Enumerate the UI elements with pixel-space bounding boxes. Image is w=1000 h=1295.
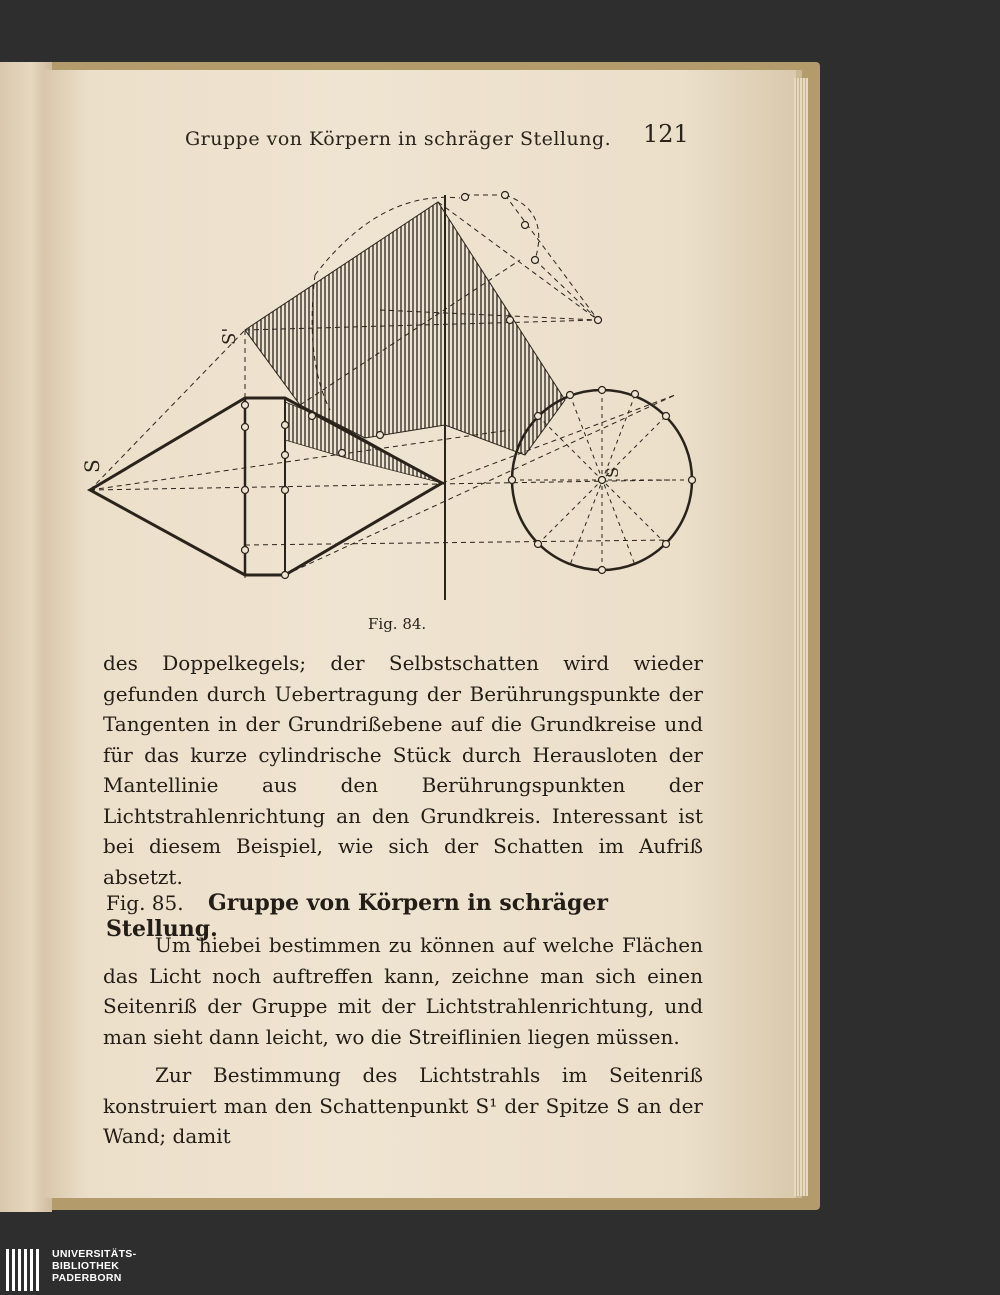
figure-84-drawing [80, 180, 720, 610]
page-edges [794, 78, 808, 1196]
page-number: 121 [643, 120, 689, 148]
library-logo-text: UNIVERSITÄTS- BIBLIOTHEK PADERBORN [52, 1248, 137, 1284]
section-fig-number: Fig. 85. [106, 891, 184, 915]
library-logo-icon [6, 1249, 48, 1291]
section-title: Gruppe von Körpern in schräger Stellung. [106, 890, 609, 942]
library-footer [0, 1245, 1000, 1295]
paragraph-1: des Doppelkegels; der Selbstschatten wird wieder gefunden durch Uebertragung der Berührungspunkte der Tangenten in der Grundrißebene auf die Grundkreise und für das kurze cylindrische Stück durch Herausloten der Mantellinie aus den Berührungspunkten der Lichtstrahlenrichtung an den Grundkreis. Interessant ist bei diesem Beispiel, wie sich der Schatten im Aufriß absetzt. [103, 651, 703, 889]
figure-caption: Fig. 84. [368, 615, 427, 633]
label-s-prime: S' [219, 327, 240, 345]
label-s-left: S [80, 459, 104, 473]
paragraph-2: Um hiebei bestimmen zu können auf welche Flächen das Licht noch auftreffen kann, zeichne man sich einen Seitenriß der Gruppe mit der Lichtstrahlenrichtung, und man sieht dann leicht, wo die Streiflinien liegen müssen. [103, 933, 703, 1049]
paragraph-3: Zur Bestimmung des Lichtstrahls im Seitenriß konstruiert man den Schattenpunkt S¹ der Spitze S an der Wand; damit [103, 1063, 703, 1148]
running-head: Gruppe von Körpern in schräger Stellung. [185, 128, 612, 150]
label-s-circle: S [603, 467, 622, 478]
